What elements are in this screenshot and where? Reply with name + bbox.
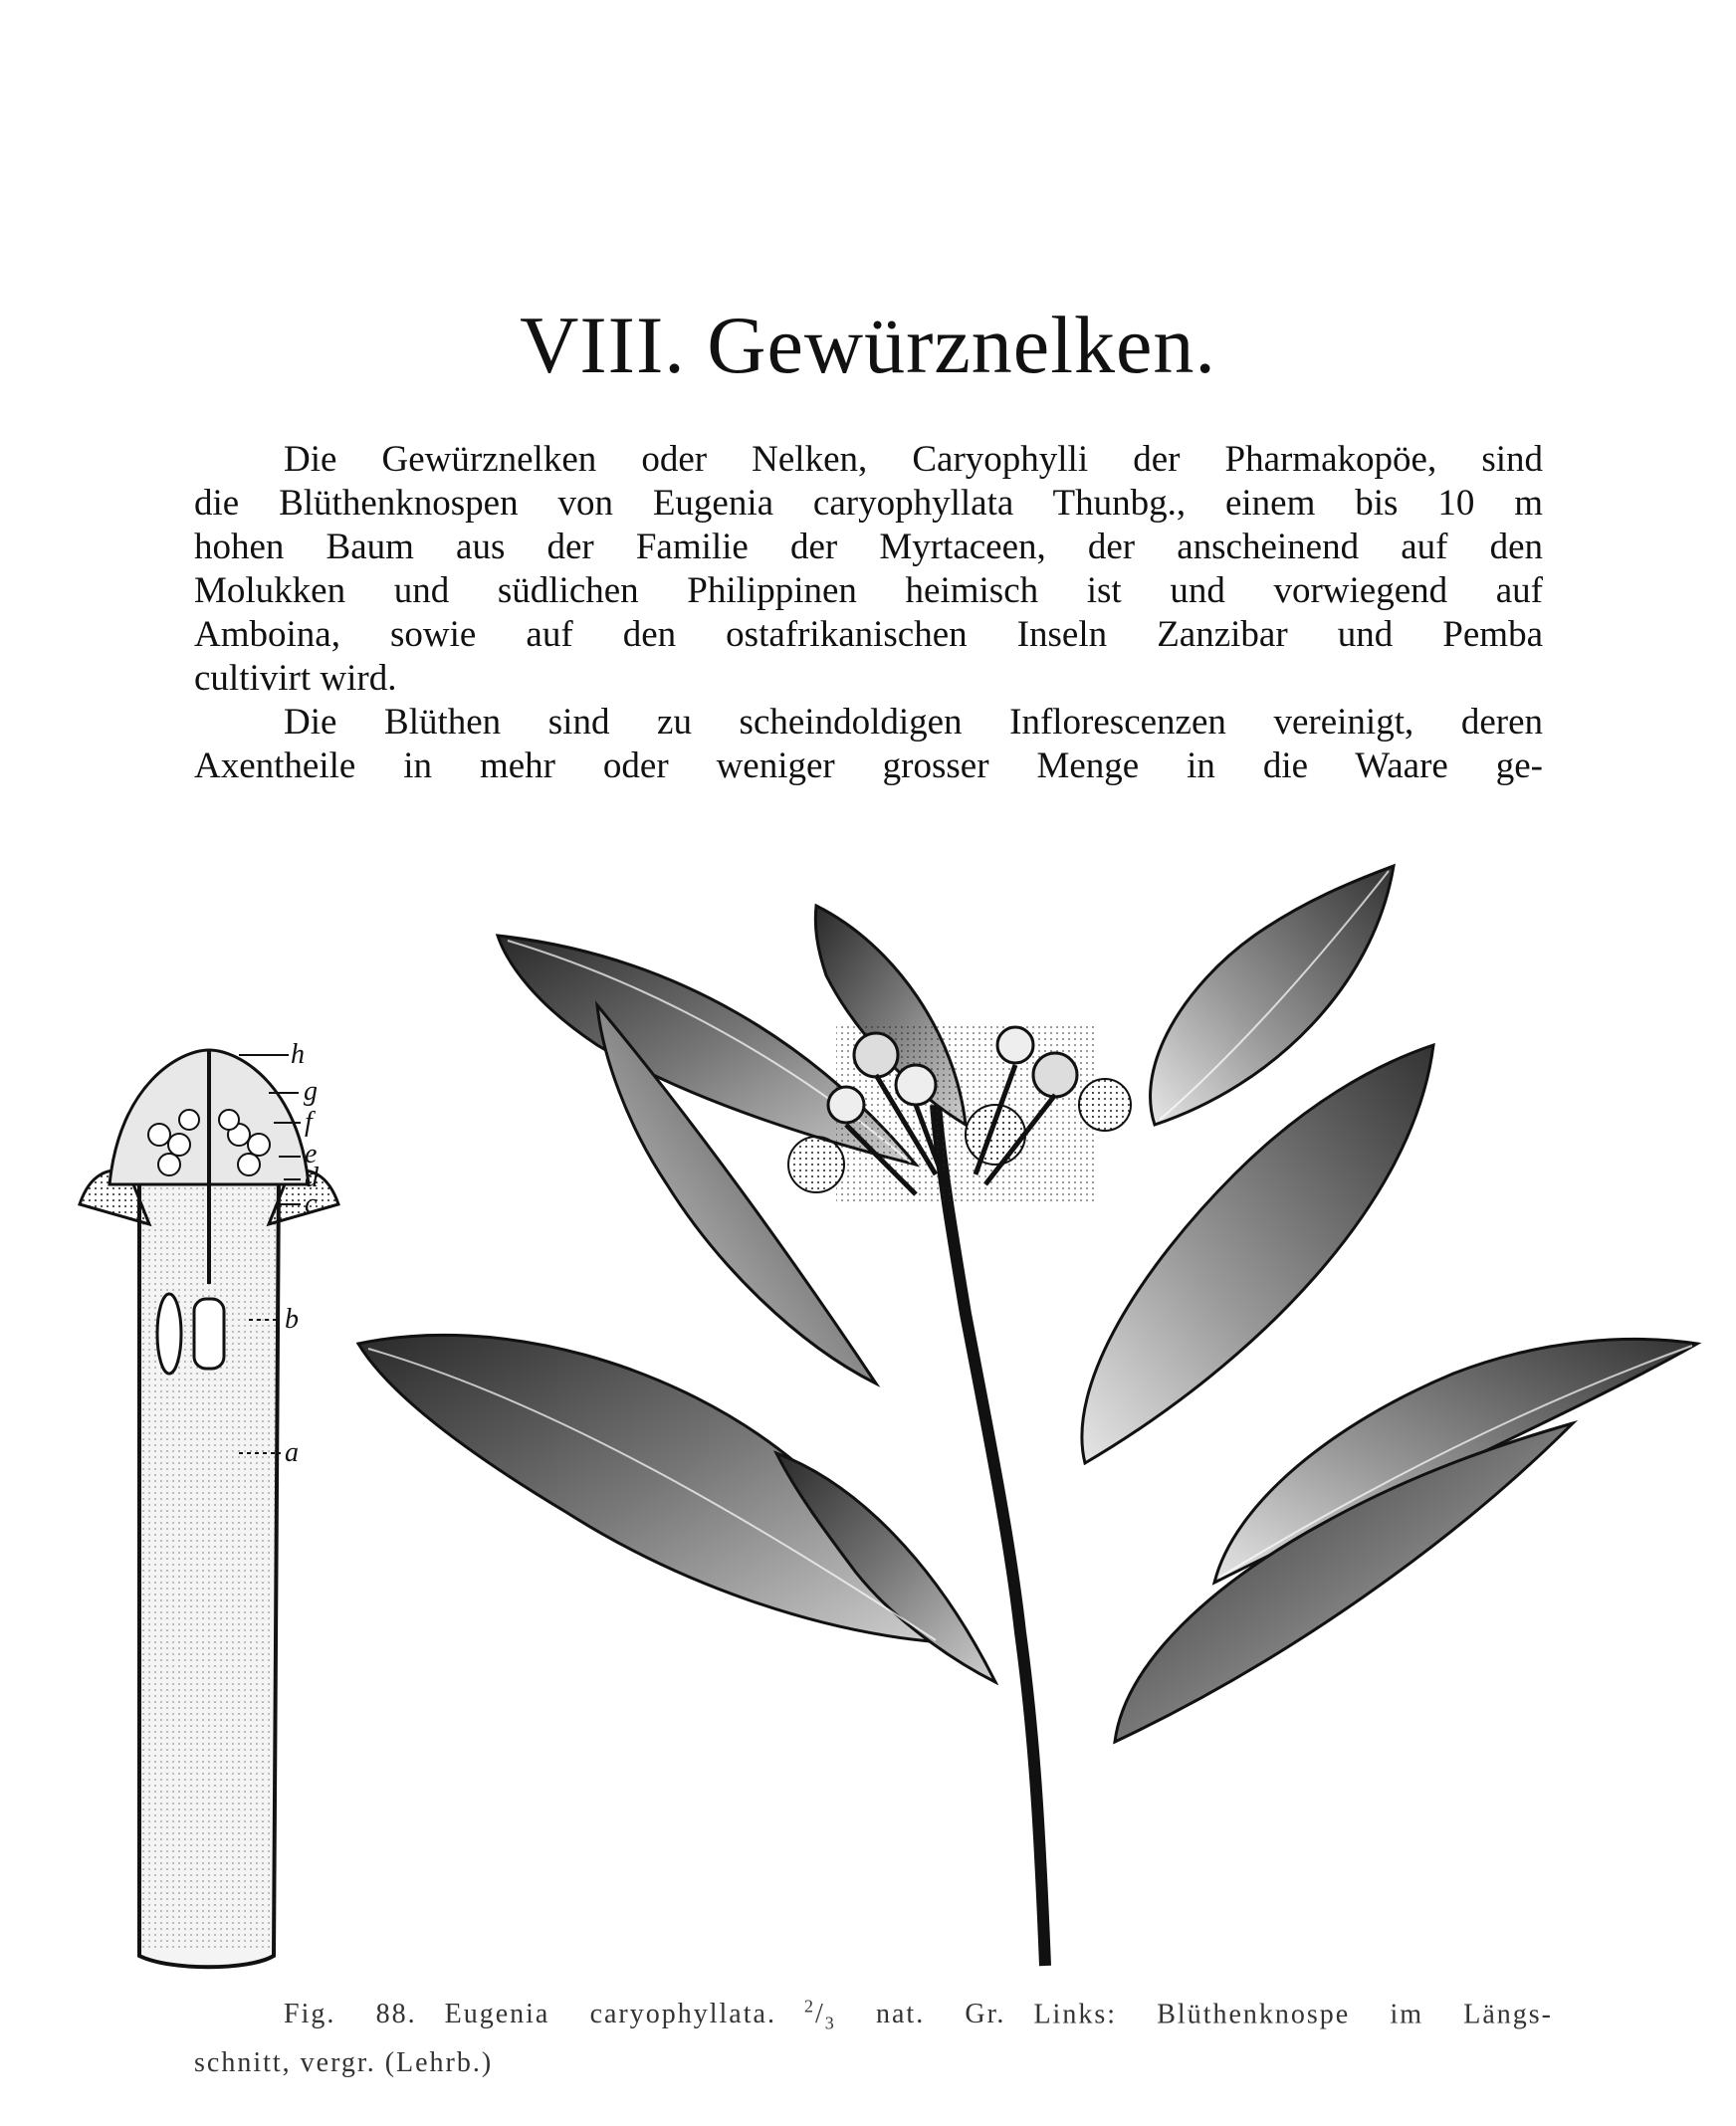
chapter-heading: VIII. Gewürznelken. — [520, 300, 1216, 390]
paragraph-2 — [194, 701, 1543, 788]
botanical-illustration — [40, 846, 1712, 1981]
label-a: a — [285, 1437, 299, 1468]
label-d: d — [305, 1163, 319, 1193]
caption-note: Links: Blüthenknospe im Längs- — [1033, 1999, 1554, 2030]
label-h: h — [291, 1039, 305, 1070]
caption-fraction: $^2/_3$ nat. Gr. — [803, 1997, 1006, 2033]
clove-plant-drawing — [40, 846, 1712, 1981]
paragraph-1 — [194, 438, 1543, 701]
leaf — [358, 1335, 941, 1642]
label-f: f — [305, 1107, 313, 1138]
text-line: Amboina, sowie auf den ostafrikanischen Inseln Zanzibar und Pemba — [194, 614, 1543, 655]
text-line: Die Gewürznelken oder Nelken, Caryophylli der Pharmakopöe, sind — [284, 439, 1543, 480]
caption-fig-number: Fig. 88. — [284, 1999, 417, 2030]
figure-caption — [194, 1987, 1553, 2083]
label-b: b — [285, 1304, 299, 1335]
caption-line-2: schnitt, vergr. (Lehrb.) — [194, 2046, 494, 2078]
text-line: Molukken und südlichen Philippinen heimisch ist und vorwiegend auf — [194, 570, 1543, 611]
text-line: cultivirt wird. — [194, 658, 397, 699]
label-c: c — [305, 1188, 318, 1219]
caption-species: Eugenia caryophyllata. — [444, 1999, 776, 2030]
bud-cross-section — [80, 1039, 338, 1967]
label-g: g — [304, 1076, 318, 1107]
text-line: hohen Baum aus der Familie der Myrtaceen, der anscheinend auf den — [194, 527, 1543, 567]
text-line: Axentheile in mehr oder weniger grosser Menge in die Waare ge- — [194, 745, 1543, 786]
text-line: die Blüthenknospen von Eugenia caryophyllata Thunbg., einem bis 10 m — [194, 483, 1543, 524]
body-text — [194, 438, 1543, 788]
leaf — [1082, 1045, 1433, 1463]
text-line: Die Blüthen sind zu scheindoldigen Inflorescenzen vereinigt, deren — [284, 702, 1543, 743]
caption-line-1 — [194, 1987, 1553, 2043]
flower-cluster — [788, 1025, 1131, 1204]
label-e: e — [305, 1139, 318, 1169]
